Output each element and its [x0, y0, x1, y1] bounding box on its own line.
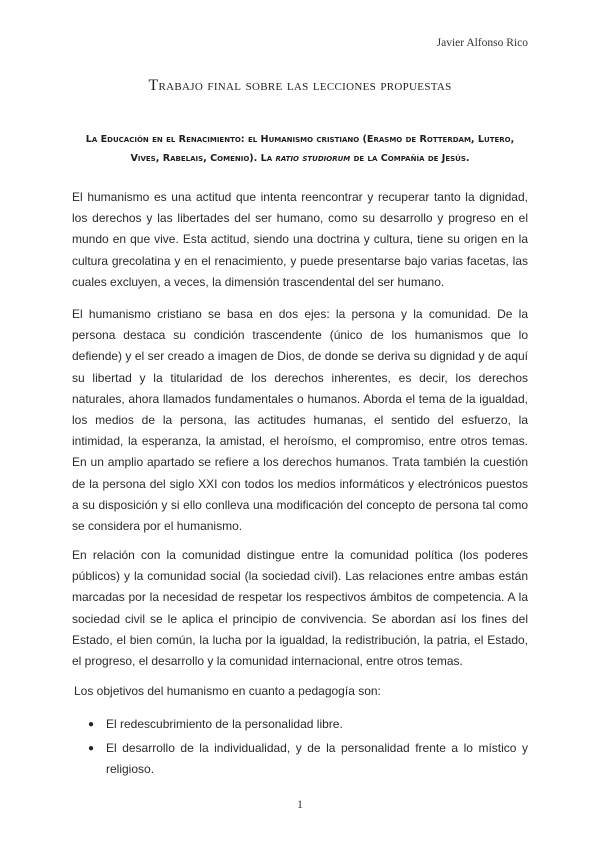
- list-item-text: El desarrollo de la individualidad, y de la personalidad frente a lo místico y religioso.: [106, 741, 528, 777]
- subtitle-text-2: de la Compañía de Jesús.: [350, 153, 470, 164]
- paragraph-3: En relación con la comunidad distingue entre la comunidad política (los poderes públicos) y la comunidad social (la sociedad civil). Las relaciones entre ambas están marcadas por la necesidad de respetar los respectivos ámbitos de competencia. A la sociedad civil se le aplica el principio de convivencia. Se abordan así los fines del Estado, el bien común, la lucha por la igualdad, la redistribución, la patria, el Estado, el progreso, el desarrollo y la comunidad internacional, entre otros temas.: [72, 548, 528, 669]
- document-title: Trabajo final sobre las lecciones propuestas: [148, 77, 452, 94]
- paragraph-2: El humanismo cristiano se basa en dos ejes: la persona y la comunidad. De la persona destaca su condición trascendente (único de los humanismos que lo defiende) y el ser creado a imagen de Dios, de donde se deriva su dignidad y de aquí su libertad y la titularidad de los derechos inherentes, es decir, los derechos naturales, ahora llamados fundamentales o humanos. Aborda el tema de la igualdad, los medios de la persona, las actitudes humanas, el sentido del esfuerzo, la intimidad, la esperanza, la amistad, el heroísmo, el compromiso, entre otros temas. En un amplio apartado se refiere a los derechos humanos. Trata también la cuestión de la persona del siglo XXI con todos los medios informáticos y electrónicos puestos a su disposición y si ello conlleva una modificación del concepto de persona tal como se considera por el humanismo.: [72, 307, 528, 534]
- subtitle-text-1: La Educación en el Renacimiento: el Humanismo cristiano (Erasmo de Rotterdam, Lutero, Vives, Rabelais, Comenio). La: [85, 134, 515, 164]
- objectives-intro: Los objetivos del humanismo en cuanto a pedagogía son:: [74, 684, 381, 698]
- list-item: [88, 738, 528, 780]
- document-subtitle: [72, 130, 528, 168]
- list-item: [88, 714, 528, 735]
- bullet-icon: ●: [88, 719, 95, 730]
- list-item-text: El redescubrimiento de la personalidad libre.: [106, 717, 343, 731]
- header-author: Javier Alfonso Rico: [436, 37, 528, 49]
- subtitle-italic: ratio studiorum: [275, 153, 351, 164]
- page-number: 1: [297, 797, 303, 811]
- paragraph-1: El humanismo es una actitud que intenta reencontrar y recuperar tanto la dignidad, los derechos y las libertades del ser humano, como su desarrollo y progreso en el mundo en que vive. Esta actitud, siendo una doctrina y cultura, tiene su origen en la cultura grecolatina y en el renacimiento, y puede presentarse bajo varias facetas, las cuales excluyen, a veces, la dimensión trascendental del ser humano.: [72, 190, 528, 289]
- bullet-icon: ●: [88, 743, 95, 755]
- objectives-list: [88, 714, 528, 784]
